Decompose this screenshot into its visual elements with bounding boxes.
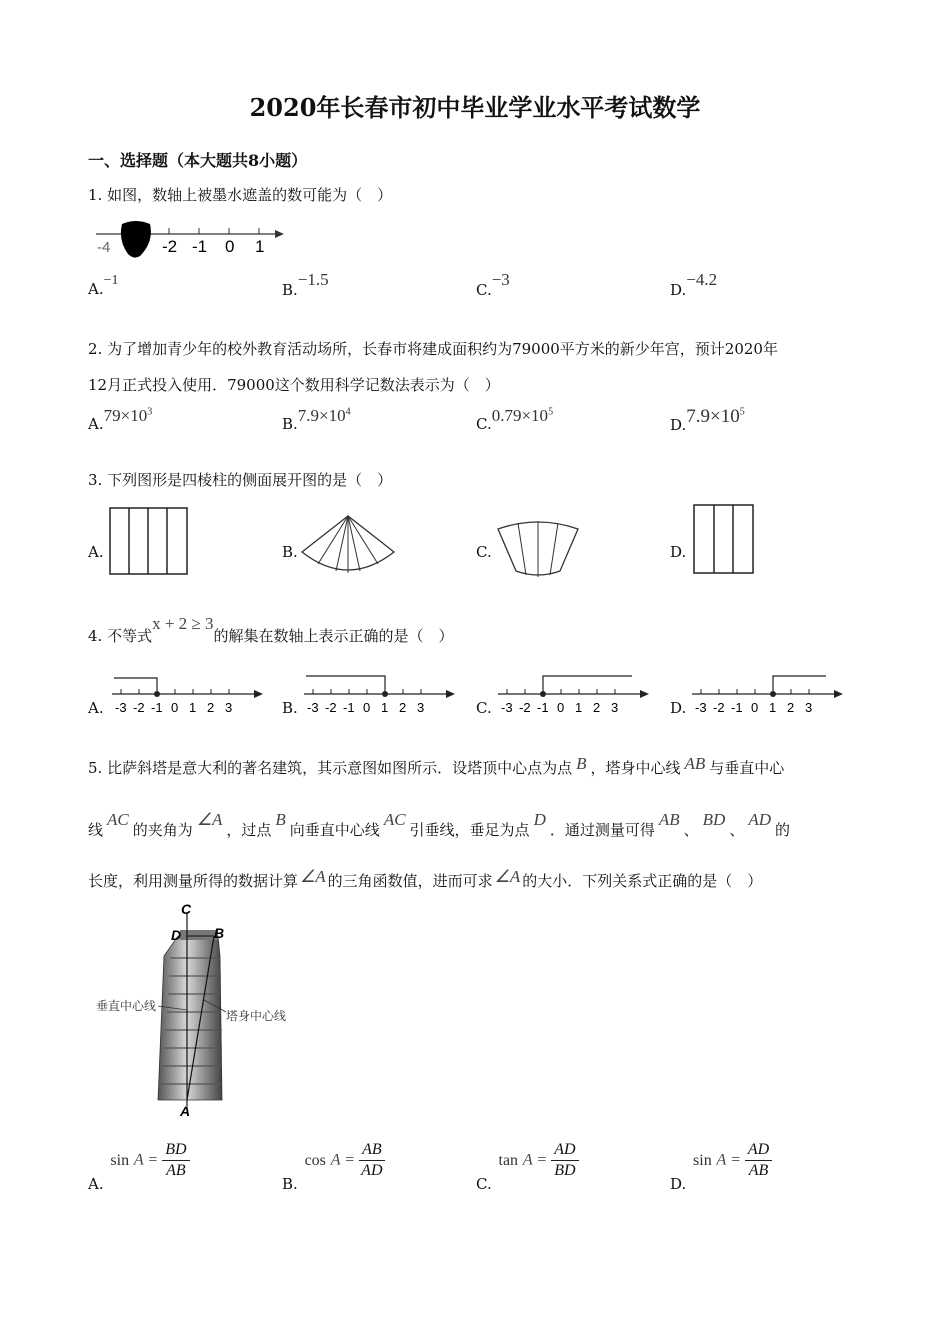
q4-tick-label: 2 [787, 700, 795, 715]
q4-tick-label: 1 [575, 700, 583, 715]
q4-number-line-c [494, 670, 652, 718]
q4-tick-label: -1 [343, 700, 355, 715]
q4-tick-label: 0 [557, 700, 565, 715]
q4-tick-label: -2 [325, 700, 337, 715]
q5-option-a[interactable]: A. sin A = $\frac{BD}{AB}$ [88, 1140, 190, 1181]
q5-option-b[interactable]: B. cos A = $\frac{AB}{AD}$ [282, 1140, 385, 1181]
q1-axis-label: -4 [97, 239, 111, 256]
q4-tick-label: 2 [593, 700, 601, 715]
q3-option-c-label[interactable]: C. [476, 543, 492, 561]
q1-option-c[interactable]: C.−3 [476, 270, 510, 299]
q1-option-b[interactable]: B.−1.5 [282, 270, 329, 299]
q4-tick-label: 0 [751, 700, 759, 715]
q1-stem: 1. 如图，数轴上被墨水遮盖的数可能为（ ） [88, 186, 393, 204]
q4-number-line-a [108, 670, 266, 718]
q4-number-line-d [688, 670, 846, 718]
figure-label-tower: 塔身中心线 [226, 1009, 287, 1023]
q5-stem-line2: 线AC的夹角为∠A，过点B向垂直中心线AC引垂线，垂足为点D．通过测量可得AB、BD、AD的 [88, 810, 791, 839]
q5-stem-line1: 5. 比萨斜塔是意大利的著名建筑，其示意图如图所示．设塔顶中心点为点 B ，塔身中心线 AB 与垂直中心 [88, 754, 785, 777]
ink-blot [121, 221, 151, 258]
q4-tick-label: 3 [611, 700, 619, 715]
q2-option-d[interactable]: $D.7.9\times 10^5$ [670, 406, 745, 434]
q3-option-b-label[interactable]: B. [282, 543, 298, 561]
figure-point-label: B [214, 925, 225, 941]
q4-tick-label: -1 [537, 700, 549, 715]
q4-tick-label: -2 [519, 700, 531, 715]
q4-tick-label: 0 [363, 700, 371, 715]
q4-number-line-b [300, 670, 458, 718]
q4-tick-label: 3 [417, 700, 425, 715]
q4-tick-label: 3 [225, 700, 233, 715]
q5-stem-line3: 长度，利用测量所得的数据计算 ∠A 的三角函数值，进而可求 ∠A 的大小．下列关系式正确的是（ ） [88, 867, 763, 890]
q2-stem-line2: 12月正式投入使用．79000这个数用科学记数法表示为（ ） [88, 376, 500, 394]
q3-figure-b [298, 512, 398, 580]
figure-point-label: D [171, 927, 182, 943]
q3-figure-c [494, 515, 582, 579]
q4-tick-label: -3 [695, 700, 707, 715]
q4-tick-label: 2 [207, 700, 215, 715]
q1-axis-label: -1 [192, 237, 208, 256]
figure-point-label: A [180, 1103, 191, 1119]
q4-tick-label: -3 [501, 700, 513, 715]
q3-figure-d [692, 503, 756, 575]
q4-tick-label: -2 [713, 700, 725, 715]
q5-option-d[interactable]: D. sin A = $\frac{AD}{AB}$ [670, 1140, 772, 1181]
q3-figure-a [108, 506, 190, 576]
pisa-tower-figure [92, 900, 312, 1122]
q4-tick-label: 0 [171, 700, 179, 715]
q4-tick-label: -1 [151, 700, 163, 715]
q3-option-d-label[interactable]: D. [670, 543, 687, 561]
q4-tick-label: -2 [133, 700, 145, 715]
q1-number-line [92, 218, 292, 260]
q1-axis-label: 0 [225, 237, 235, 256]
q4-tick-label: -3 [307, 700, 319, 715]
q4-tick-label: -3 [115, 700, 127, 715]
q4-tick-label: 1 [381, 700, 389, 715]
q4-option-b-label[interactable]: B. [282, 699, 298, 717]
q1-option-d[interactable]: D.−4.2 [670, 270, 718, 299]
q1-axis-label: 1 [255, 237, 265, 256]
q4-inequality: x + 2 ≥ 3 [152, 614, 214, 633]
section-heading: 一、选择题（本大题共8小题） [88, 151, 308, 170]
q4-option-a-label[interactable]: A. [88, 699, 104, 717]
figure-label-vertical: 垂直中心线 [96, 999, 157, 1013]
q4-tick-label: 1 [769, 700, 777, 715]
q4-tick-label: 3 [805, 700, 813, 715]
q4-stem: 4. 不等式x + 2 ≥ 3的解集在数轴上表示正确的是（ ） [88, 614, 454, 645]
q4-tick-label: -1 [731, 700, 743, 715]
q3-stem: 3. 下列图形是四棱柱的侧面展开图的是（ ） [88, 471, 393, 489]
q4-option-c-label[interactable]: C. [476, 699, 492, 717]
q2-option-b[interactable]: $B.7.9\times 10^4$ [282, 406, 351, 433]
q4-tick-label: 1 [189, 700, 197, 715]
q4-tick-label: 2 [399, 700, 407, 715]
q1-axis-label: -2 [162, 237, 178, 256]
q2-option-c[interactable]: $C.0.79\times 10^5$ [476, 406, 554, 433]
page-title: 2020年长春市初中毕业学业水平考试数学 [249, 93, 701, 122]
figure-point-label: C [181, 901, 192, 917]
q1-option-a[interactable]: A.−1 [88, 273, 119, 298]
q4-option-d-label[interactable]: D. [670, 699, 687, 717]
q5-option-c[interactable]: C. tan A = $\frac{AD}{BD}$ [476, 1140, 579, 1181]
q2-option-a[interactable]: $A.79\times 10^3$ [88, 406, 153, 433]
q3-option-a-label[interactable]: A. [88, 543, 104, 561]
q2-stem-line1: 2. 为了增加青少年的校外教育活动场所，长春市将建成面积约为79000平方米的新少年宫，预计2020年 [88, 340, 778, 358]
